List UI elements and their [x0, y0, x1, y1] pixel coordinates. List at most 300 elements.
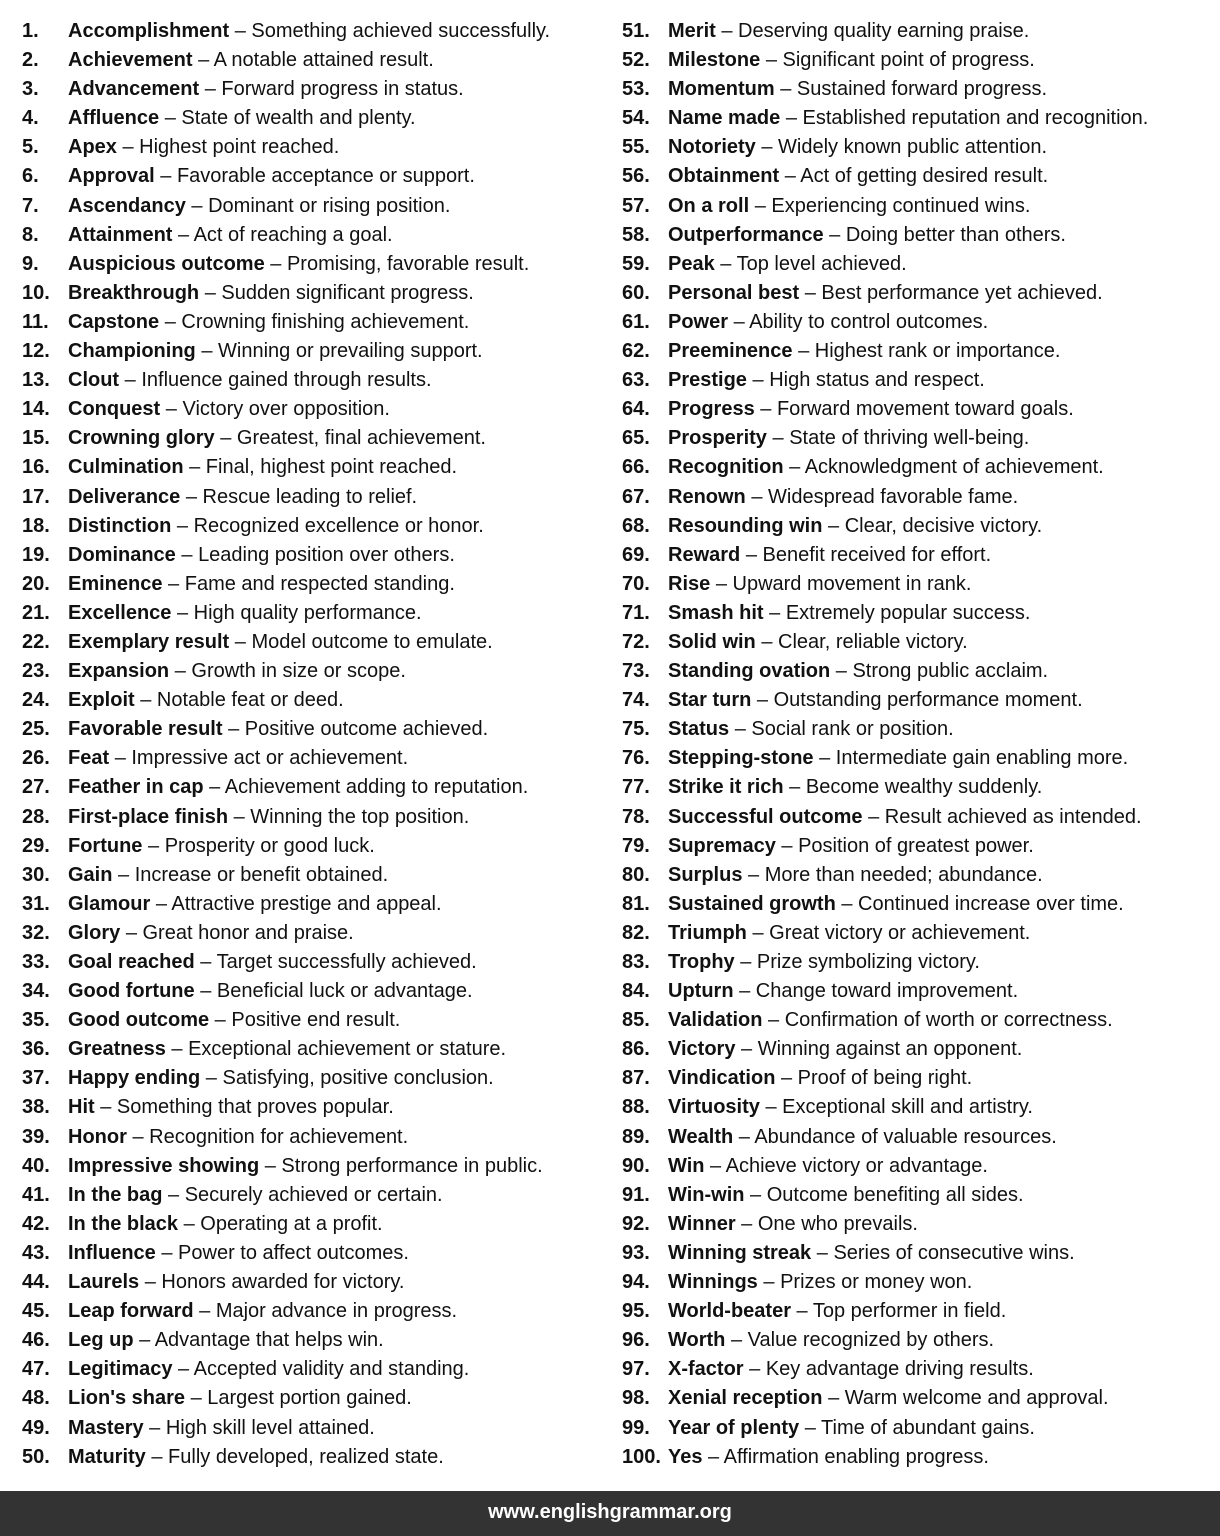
item-separator: – [769, 601, 781, 624]
list-item [22, 1181, 612, 1210]
item-term: Merit [668, 20, 716, 42]
item-number: 48. [22, 1387, 50, 1410]
item-definition: Forward progress in status. [221, 78, 464, 101]
footer-url[interactable]: www.englishgrammar.org [488, 1501, 732, 1523]
item-separator: – [748, 863, 760, 886]
item-term: Validation [668, 1009, 763, 1032]
item-term: Dominance [68, 543, 176, 566]
list-item [622, 192, 1212, 221]
item-separator: – [730, 1329, 743, 1352]
item-number: 57. [622, 194, 650, 217]
list-item [622, 1181, 1212, 1210]
list-item [622, 919, 1212, 948]
item-number: 58. [622, 223, 650, 246]
list-item [22, 1123, 612, 1152]
item-definition: Winning or prevailing support. [218, 340, 483, 363]
item-number: 45. [22, 1300, 50, 1323]
item-term: Victory [668, 1038, 736, 1061]
item-number: 70. [622, 572, 650, 595]
item-definition: Exceptional achievement or stature. [188, 1038, 507, 1061]
item-term: Influence [68, 1241, 156, 1264]
list-item [22, 715, 612, 744]
item-term: Goal reached [68, 951, 195, 973]
item-number: 6. [22, 165, 39, 188]
item-definition: Series of consecutive wins. [833, 1241, 1075, 1264]
list-item [22, 1443, 612, 1472]
item-term: Supremacy [668, 834, 776, 857]
item-definition: Clear, reliable victory. [778, 630, 968, 653]
item-definition: Impressive act or achievement. [131, 747, 409, 770]
item-separator: – [828, 514, 840, 537]
item-definition: Value recognized by others. [747, 1329, 995, 1352]
item-number: 31. [22, 892, 50, 915]
item-separator: – [798, 340, 810, 363]
item-number: 85. [622, 1009, 650, 1032]
item-separator: – [201, 340, 213, 363]
item-number: 1. [22, 20, 39, 42]
item-separator: – [761, 136, 773, 159]
item-definition: Something achieved successfully. [251, 20, 551, 42]
item-definition: Increase or benefit obtained. [134, 863, 389, 886]
list-item [22, 977, 612, 1006]
item-term: Auspicious outcome [68, 252, 265, 275]
item-definition: Widespread favorable fame. [768, 485, 1019, 508]
item-term: Xenial reception [668, 1387, 823, 1410]
item-number: 39. [22, 1125, 50, 1148]
list-item [622, 948, 1212, 977]
item-term: Legitimacy [68, 1358, 173, 1381]
item-separator: – [710, 1154, 722, 1177]
item-separator: – [149, 1416, 161, 1439]
item-definition: Sustained forward progress. [796, 78, 1048, 101]
item-separator: – [760, 398, 772, 421]
item-term: Maturity [68, 1445, 146, 1468]
item-number: 28. [22, 805, 50, 828]
item-term: X-factor [668, 1358, 744, 1381]
item-number: 90. [622, 1154, 650, 1177]
item-definition: State of wealth and plenty. [181, 107, 416, 130]
item-definition: Greatest, final achievement. [236, 427, 486, 450]
item-term: Solid win [668, 630, 756, 653]
item-number: 49. [22, 1416, 50, 1439]
list-item [22, 308, 612, 337]
left-column [22, 17, 612, 1472]
item-definition: One who prevails. [757, 1212, 918, 1235]
item-separator: – [750, 1183, 762, 1206]
item-definition: Acknowledgment of achievement. [804, 456, 1104, 479]
item-number: 46. [22, 1329, 50, 1352]
item-term: Momentum [668, 78, 775, 101]
item-definition: Result achieved as intended. [884, 805, 1142, 828]
list-item [622, 1123, 1212, 1152]
item-separator: – [176, 601, 189, 624]
item-separator: – [752, 369, 764, 392]
item-definition: Great honor and praise. [142, 921, 354, 944]
item-number: 100. [622, 1445, 661, 1468]
list-item [22, 1035, 612, 1064]
item-term: Apex [68, 136, 117, 159]
list-item [622, 628, 1212, 657]
item-separator: – [804, 281, 816, 304]
item-definition: Extremely popular success. [785, 601, 1031, 624]
list-item [22, 628, 612, 657]
item-definition: Social rank or position. [751, 718, 954, 741]
item-term: Triumph [668, 921, 747, 944]
item-definition: Winning against an opponent. [757, 1038, 1023, 1061]
item-term: Winning streak [668, 1241, 812, 1264]
item-definition: Attractive prestige and appeal. [171, 892, 442, 915]
item-separator: – [189, 456, 201, 479]
item-number: 61. [622, 310, 650, 333]
item-separator: – [754, 194, 766, 217]
list-item [622, 395, 1212, 424]
list-item [622, 1152, 1212, 1181]
item-definition: Change toward improvement. [755, 980, 1019, 1003]
item-definition: Outstanding performance moment. [773, 689, 1083, 712]
item-number: 99. [622, 1416, 650, 1439]
item-number: 43. [22, 1241, 50, 1264]
item-separator: – [789, 776, 801, 799]
item-definition: Winning the top position. [250, 805, 470, 828]
item-separator: – [784, 165, 796, 188]
item-definition: Ability to control outcomes. [749, 310, 989, 333]
item-definition: Satisfying, positive conclusion. [222, 1067, 494, 1090]
list-item [622, 541, 1212, 570]
item-definition: Recognized excellence or honor. [193, 514, 484, 537]
item-number: 78. [622, 805, 650, 828]
item-term: Prestige [668, 369, 747, 392]
item-number: 75. [622, 718, 650, 741]
item-definition: Position of greatest power. [798, 834, 1034, 857]
item-number: 84. [622, 980, 650, 1003]
item-number: 80. [622, 863, 650, 886]
list-item [622, 1210, 1212, 1239]
item-number: 87. [622, 1067, 650, 1090]
list-item [22, 1152, 612, 1181]
item-term: Prosperity [668, 427, 767, 450]
item-separator: – [139, 1329, 151, 1352]
item-separator: – [144, 1271, 156, 1294]
item-separator: – [734, 718, 746, 741]
list-item [622, 162, 1212, 191]
item-separator: – [125, 921, 137, 944]
item-definition: Upward movement in rank. [732, 572, 972, 595]
item-number: 44. [22, 1271, 50, 1294]
item-separator: – [752, 921, 764, 944]
item-term: Excellence [68, 601, 172, 624]
item-number: 8. [22, 223, 39, 246]
list-item [22, 75, 612, 104]
item-number: 41. [22, 1183, 50, 1206]
item-separator: – [233, 805, 245, 828]
item-term: Ascendancy [68, 194, 186, 217]
item-term: Mastery [68, 1416, 144, 1439]
list-item [622, 1035, 1212, 1064]
item-separator: – [204, 78, 216, 101]
list-item [22, 686, 612, 715]
item-number: 17. [22, 485, 50, 508]
item-number: 23. [22, 660, 50, 683]
item-number: 7. [22, 194, 39, 217]
item-definition: Doing better than others. [845, 223, 1066, 246]
item-definition: Top performer in field. [812, 1300, 1007, 1323]
item-number: 9. [22, 252, 39, 275]
list-item [22, 1064, 612, 1093]
item-definition: Significant point of progress. [782, 49, 1035, 72]
list-item [622, 483, 1212, 512]
item-separator: – [780, 78, 792, 101]
item-separator: – [763, 1271, 775, 1294]
item-number: 52. [622, 49, 650, 72]
item-term: Fortune [68, 834, 143, 857]
item-separator: – [228, 718, 240, 741]
item-number: 33. [22, 951, 50, 973]
item-number: 66. [622, 456, 650, 479]
item-number: 98. [622, 1387, 650, 1410]
item-separator: – [132, 1125, 144, 1148]
item-term: Expansion [68, 660, 170, 683]
item-definition: Something that proves popular. [116, 1096, 394, 1119]
item-separator: – [720, 252, 732, 275]
item-number: 64. [622, 398, 650, 421]
item-separator: – [199, 1300, 211, 1323]
item-definition: Deserving quality earning praise. [738, 20, 1030, 42]
item-definition: Widely known public attention. [778, 136, 1048, 159]
item-number: 11. [22, 310, 49, 333]
item-number: 26. [22, 747, 50, 770]
list-item [22, 1093, 612, 1122]
item-definition: Continued increase over time. [858, 892, 1124, 915]
item-number: 76. [622, 747, 650, 770]
item-number: 59. [622, 252, 650, 275]
item-number: 95. [622, 1300, 650, 1323]
item-number: 83. [622, 951, 650, 973]
item-number: 22. [22, 630, 50, 653]
item-separator: – [165, 398, 177, 421]
item-separator: – [745, 543, 757, 566]
list-item [22, 1414, 612, 1443]
item-definition: Experiencing continued wins. [771, 194, 1031, 217]
item-separator: – [804, 1416, 816, 1439]
list-item [22, 919, 612, 948]
item-term: Renown [668, 485, 746, 508]
item-separator: – [789, 456, 801, 479]
item-definition: Prosperity or good luck. [164, 834, 375, 857]
item-term: Resounding win [668, 514, 823, 537]
item-separator: – [751, 485, 763, 508]
item-number: 10. [22, 281, 50, 304]
item-term: Outperformance [668, 223, 824, 246]
item-term: Name made [668, 107, 781, 130]
item-definition: State of thriving well-being. [789, 427, 1030, 450]
item-definition: Dominant or rising position. [208, 194, 451, 217]
item-term: Honor [68, 1125, 127, 1148]
list-item [22, 104, 612, 133]
item-separator: – [168, 1183, 180, 1206]
item-separator: – [174, 660, 186, 683]
item-number: 2. [22, 49, 39, 72]
list-item [22, 279, 612, 308]
item-number: 32. [22, 921, 50, 944]
item-definition: Beneficial luck or advantage. [216, 980, 473, 1003]
item-term: Rise [668, 572, 711, 595]
item-term: Feather in cap [68, 776, 204, 799]
list-item [22, 512, 612, 541]
item-term: Advancement [68, 78, 200, 101]
list-item [622, 453, 1212, 482]
item-number: 15. [22, 427, 50, 450]
item-term: Deliverance [68, 485, 181, 508]
item-definition: Confirmation of worth or correctness. [784, 1009, 1113, 1032]
item-definition: More than needed; abundance. [764, 863, 1043, 886]
item-separator: – [178, 1358, 190, 1381]
item-term: Crowning glory [68, 427, 215, 450]
item-number: 12. [22, 340, 50, 363]
item-term: Achievement [68, 49, 193, 72]
item-number: 47. [22, 1358, 50, 1381]
item-separator: – [200, 951, 212, 973]
item-separator: – [761, 630, 773, 653]
item-definition: Become wealthy suddenly. [805, 776, 1043, 799]
item-term: Leg up [68, 1329, 134, 1352]
list-item [622, 832, 1212, 861]
item-separator: – [270, 252, 282, 275]
item-separator: – [151, 1445, 163, 1468]
item-number: 55. [622, 136, 650, 159]
item-definition: Prizes or money won. [780, 1271, 973, 1294]
item-term: Gain [68, 863, 113, 886]
item-separator: – [200, 980, 212, 1003]
item-number: 68. [622, 514, 650, 537]
item-number: 13. [22, 369, 50, 392]
item-definition: Time of abundant gains. [821, 1416, 1035, 1439]
item-term: Breakthrough [68, 281, 200, 304]
item-number: 91. [622, 1183, 650, 1206]
list-item [22, 133, 612, 162]
item-definition: Positive end result. [231, 1009, 401, 1032]
item-term: Progress [668, 398, 755, 421]
item-definition: Crowning finishing achievement. [181, 310, 470, 333]
item-term: Yes [668, 1445, 703, 1468]
item-definition: Model outcome to emulate. [251, 630, 493, 653]
list-item [622, 1443, 1212, 1472]
item-number: 5. [22, 136, 39, 159]
item-number: 16. [22, 456, 50, 479]
item-number: 29. [22, 834, 50, 857]
item-definition: Advantage that helps win. [154, 1329, 384, 1352]
item-definition: Honors awarded for victory. [161, 1271, 405, 1294]
item-number: 92. [622, 1212, 650, 1235]
item-separator: – [868, 805, 880, 828]
item-separator: – [183, 1212, 195, 1235]
item-term: Trophy [668, 951, 735, 973]
item-separator: – [114, 747, 126, 770]
item-separator: – [738, 1125, 750, 1148]
item-number: 53. [622, 78, 650, 101]
list-item [22, 17, 612, 46]
item-number: 34. [22, 980, 50, 1003]
item-definition: Clear, decisive victory. [844, 514, 1043, 537]
item-separator: – [190, 1387, 202, 1410]
item-number: 35. [22, 1009, 50, 1032]
item-number: 73. [622, 660, 650, 683]
item-term: On a roll [668, 194, 750, 217]
list-item [22, 1239, 612, 1268]
right-column [622, 17, 1212, 1472]
item-term: Happy ending [68, 1067, 201, 1090]
item-term: In the black [68, 1212, 179, 1235]
item-definition: Warm welcome and approval. [844, 1387, 1109, 1410]
item-number: 3. [22, 78, 39, 101]
item-number: 56. [622, 165, 650, 188]
list-item [22, 803, 612, 832]
item-term: Win-win [668, 1183, 745, 1206]
item-separator: – [741, 1212, 753, 1235]
item-separator: – [816, 1241, 828, 1264]
item-separator: – [124, 369, 136, 392]
item-separator: – [841, 892, 853, 915]
footer-bar [0, 1491, 1220, 1536]
list-item [622, 1239, 1212, 1268]
item-number: 19. [22, 543, 50, 566]
list-item [622, 570, 1212, 599]
item-definition: Positive outcome achieved. [244, 718, 489, 741]
item-separator: – [721, 20, 733, 42]
item-separator: – [181, 543, 193, 566]
list-item [622, 977, 1212, 1006]
list-item [622, 308, 1212, 337]
item-separator: – [780, 1067, 793, 1090]
item-definition: Outcome benefiting all sides. [766, 1183, 1024, 1206]
list-item [22, 773, 612, 802]
list-item [622, 104, 1212, 133]
list-item [622, 1064, 1212, 1093]
item-definition: Achievement adding to reputation. [224, 776, 529, 799]
item-term: Star turn [668, 689, 752, 712]
list-item [622, 337, 1212, 366]
item-term: Wealth [668, 1125, 734, 1148]
item-separator: – [185, 485, 197, 508]
list-item [22, 337, 612, 366]
item-term: Feat [68, 747, 110, 770]
item-number: 36. [22, 1038, 50, 1061]
list-item [622, 1006, 1212, 1035]
list-item [622, 890, 1212, 919]
item-term: Conquest [68, 398, 161, 421]
item-term: Clout [68, 369, 120, 392]
list-item [22, 424, 612, 453]
item-separator: – [214, 1009, 226, 1032]
list-item [22, 162, 612, 191]
item-term: Surplus [668, 863, 743, 886]
item-separator: – [772, 427, 784, 450]
item-definition: Fame and respected standing. [184, 572, 455, 595]
item-definition: Strong public acclaim. [852, 660, 1049, 683]
item-definition: Great victory or achievement. [769, 921, 1031, 944]
item-definition: Strong performance in public. [281, 1154, 543, 1177]
item-separator: – [168, 572, 180, 595]
item-definition: Affirmation enabling progress. [723, 1445, 989, 1468]
item-term: Winner [668, 1212, 736, 1235]
item-separator: – [122, 136, 134, 159]
list-item [22, 1384, 612, 1413]
item-definition: Intermediate gain enabling more. [835, 747, 1129, 770]
item-separator: – [234, 630, 246, 653]
item-term: Championing [68, 340, 196, 363]
list-item [622, 1355, 1212, 1384]
item-definition: Established reputation and recognition. [802, 107, 1149, 130]
item-number: 51. [622, 20, 650, 42]
